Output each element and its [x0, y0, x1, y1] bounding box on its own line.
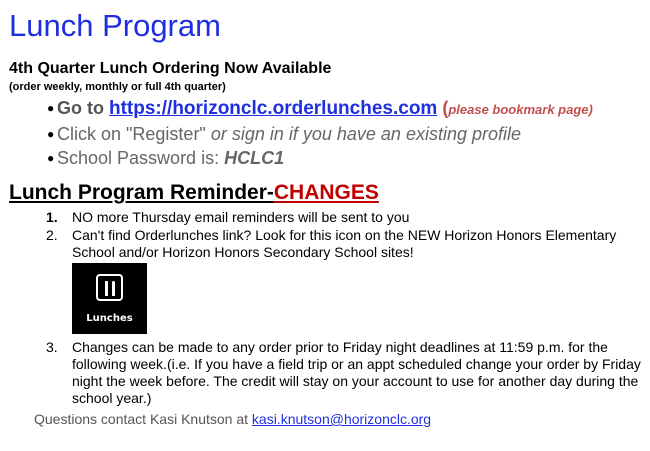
- ordering-note: (order weekly, monthly or full 4th quarter): [9, 81, 226, 93]
- lunches-icon-label: Lunches: [86, 313, 133, 324]
- password-label: School Password is:: [57, 148, 225, 168]
- item-number: 2.: [46, 227, 58, 243]
- register-italic-text: or sign in if you have an existing profile: [205, 124, 522, 144]
- bullet-dot: ●: [47, 101, 55, 115]
- contact-email-link[interactable]: kasi.knutson@horizonclc.org: [251, 411, 432, 427]
- bullet-password: [47, 146, 593, 170]
- bullet-dot: ●: [47, 151, 55, 165]
- contact-prefix: Questions contact Kasi Knutson at: [34, 411, 252, 427]
- ordering-bullets: [47, 96, 593, 170]
- changes-text: CHANGES: [273, 181, 379, 204]
- register-text: Click on "Register": [57, 124, 206, 144]
- password-value: HCLC1: [224, 148, 285, 168]
- bullet-register: [47, 122, 593, 146]
- page-title: Lunch Program: [9, 8, 221, 43]
- reminder-heading-text: Lunch Program Reminder-: [9, 181, 274, 204]
- goto-prefix: Go to: [57, 98, 109, 118]
- orderlunches-link[interactable]: https://horizonclc.orderlunches.com: [109, 98, 438, 119]
- item-text: Changes can be made to any order prior to Friday night deadlines at 11:59 p.m. for the following week.(i.e. If you have a field trip or an appt scheduled change your order by Friday night the week before. The credit will stay on your account to use for another day during the school year.): [72, 339, 641, 406]
- item-text: NO more Thursday email reminders will be sent to you: [72, 209, 410, 225]
- lunches-app-icon: [72, 263, 147, 334]
- reminder-heading: [9, 180, 379, 206]
- item-text: Can't find Orderlunches link? Look for this icon on the NEW Horizon Honors Elementary School and/or Horizon Honors Secondary School sites!: [72, 227, 617, 260]
- contact-line: [34, 411, 431, 428]
- paren-open: (: [437, 98, 449, 118]
- ordering-heading: 4th Quarter Lunch Ordering Now Available: [9, 60, 332, 77]
- fork-knife-icon: [96, 274, 123, 301]
- bullet-dot: ●: [47, 127, 55, 141]
- bookmark-note: please bookmark page): [448, 102, 593, 117]
- bullet-goto: [47, 96, 593, 122]
- item-number: 3.: [46, 339, 58, 355]
- item-number: 1.: [46, 209, 58, 225]
